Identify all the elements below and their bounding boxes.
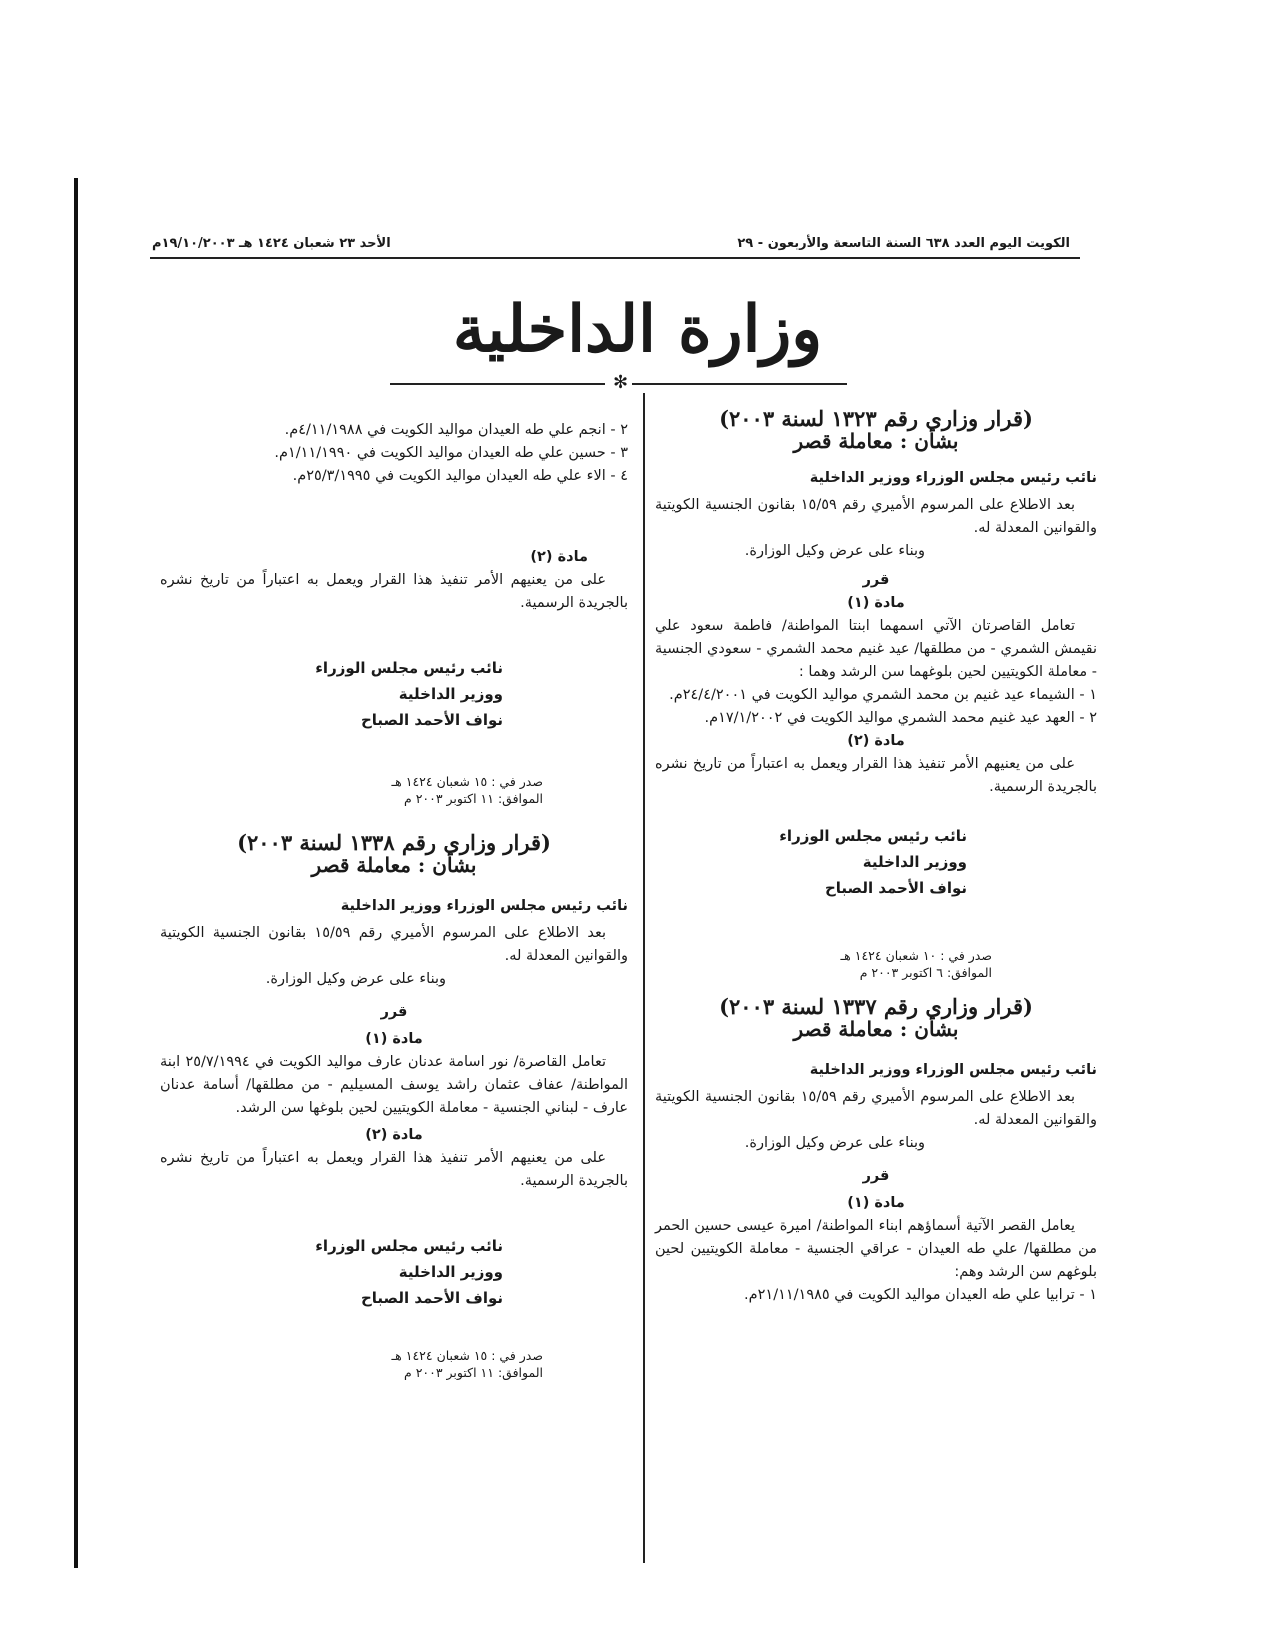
decision-preamble: بعد الاطلاع على المرسوم الأميري رقم ١٥/٥٩ بقانون الجنسية الكويتية والقوانين المعدلة له. xyxy=(655,1089,1097,1128)
signature-block xyxy=(655,823,967,901)
signature-line: ووزير الداخلية xyxy=(862,853,967,871)
article-2-text: على من يعنيهم الأمر تنفيذ هذا القرار ويعمل به اعتباراً من تاريخ نشره بالجريدة الرسمية. xyxy=(655,756,1097,795)
decision-authority: نائب رئيس مجلس الوزراء ووزير الداخلية xyxy=(340,898,628,914)
ministry-masthead: وزارة الداخلية xyxy=(452,292,823,367)
signature-line: نائب رئيس مجلس الوزراء xyxy=(315,659,503,677)
list-item: ٢ - انجم علي طه العيدان مواليد الكويت في ٤/١١/١٩٨٨م. xyxy=(284,422,628,438)
issued-gregorian: الموافق: ١١ اكتوبر ٢٠٠٣ م xyxy=(403,791,543,806)
article-1-label: مادة (١) xyxy=(365,1031,423,1047)
article-1-text: تعامل القاصرة/ نور اسامة عدنان عارف مواليد الكويت في ٢٥/٧/١٩٩٤ ابنة المواطنة/ عفاف عثمان راشد يوسف المسيليم - من مطلقها/ أسامة عدنان عارف - لبناني الجنسية - معاملة الكويتيين لحين بلوغها سن الرشد. xyxy=(160,1054,628,1116)
decision-1337 xyxy=(655,995,1097,1307)
decision-title: (قرار وزاري رقم ١٣٣٧ لسنة ٢٠٠٣) xyxy=(719,994,1033,1019)
decision-subject: بشأن : معاملة قصر xyxy=(311,853,477,877)
decision-1337-continued xyxy=(160,419,628,807)
decision-decided: قرر xyxy=(862,1168,890,1184)
decision-preamble: بعد الاطلاع على المرسوم الأميري رقم ١٥/٥٩ بقانون الجنسية الكويتية والقوانين المعدلة له. xyxy=(655,497,1097,536)
signature-line: ووزير الداخلية xyxy=(398,1263,503,1281)
decision-title: (قرار وزاري رقم ١٣٢٣ لسنة ٢٠٠٣) xyxy=(719,406,1033,431)
issued-gregorian: الموافق: ٦ اكتوبر ٢٠٠٣ م xyxy=(859,965,992,980)
signature-line: ووزير الداخلية xyxy=(398,685,503,703)
decision-authority: نائب رئيس مجلس الوزراء ووزير الداخلية xyxy=(809,470,1097,486)
article-2-label: مادة (٢) xyxy=(847,733,905,749)
decision-preamble: بعد الاطلاع على المرسوم الأميري رقم ١٥/٥٩ بقانون الجنسية الكويتية والقوانين المعدلة له. xyxy=(160,925,628,964)
signature-block xyxy=(160,1233,503,1311)
decision-title: (قرار وزاري رقم ١٣٣٨ لسنة ٢٠٠٣) xyxy=(237,830,551,855)
signature-line: نواف الأحمد الصباح xyxy=(824,879,967,897)
signature-line: نواف الأحمد الصباح xyxy=(360,711,503,729)
masthead-rule-right xyxy=(632,383,847,385)
article-2-text: على من يعنيهم الأمر تنفيذ هذا القرار ويعمل به اعتباراً من تاريخ نشره بالجريدة الرسمية. xyxy=(160,1150,628,1189)
masthead-rule-left xyxy=(390,383,605,385)
decision-1323 xyxy=(655,407,1097,981)
column-divider xyxy=(643,393,645,1563)
decision-authority: نائب رئيس مجلس الوزراء ووزير الداخلية xyxy=(809,1062,1097,1078)
list-item: ٢ - العهد عيد غنيم محمد الشمري مواليد الكويت في ١٧/١/٢٠٠٢م. xyxy=(704,710,1097,726)
header-divider xyxy=(150,257,1080,259)
signature-line: نواف الأحمد الصباح xyxy=(360,1289,503,1307)
list-item: ١ - الشيماء عيد غنيم بن محمد الشمري مواليد الكويت في ٢٤/٤/٢٠٠١م. xyxy=(669,687,1097,703)
gazette-header-date: الأحد ٢٣ شعبان ١٤٢٤ هـ ١٩/١٠/٢٠٠٣م xyxy=(152,236,391,251)
decision-subject: بشأن : معاملة قصر xyxy=(793,429,959,453)
issued-hijri: صدر في : ١٠ شعبان ١٤٢٤ هـ xyxy=(840,948,992,963)
article-2-label: مادة (٢) xyxy=(530,549,588,565)
signature-line: نائب رئيس مجلس الوزراء xyxy=(779,827,967,845)
list-item: ٤ - الاء علي طه العيدان مواليد الكويت في ٢٥/٣/١٩٩٥م. xyxy=(292,468,628,484)
article-1-label: مادة (١) xyxy=(847,1195,905,1211)
decision-based-on: وبناء على عرض وكيل الوزارة. xyxy=(744,1135,925,1151)
article-2-label: مادة (٢) xyxy=(365,1127,423,1143)
issue-date xyxy=(160,773,543,807)
gazette-header-issue: الكويت اليوم العدد ٦٣٨ السنة التاسعة والأربعون - ٢٩ xyxy=(737,236,1070,251)
article-2-text: على من يعنيهم الأمر تنفيذ هذا القرار ويعمل به اعتباراً من تاريخ نشره بالجريدة الرسمية. xyxy=(160,572,628,611)
decision-decided: قرر xyxy=(380,1004,408,1020)
issued-hijri: صدر في : ١٥ شعبان ١٤٢٤ هـ xyxy=(391,774,543,789)
issued-gregorian: الموافق: ١١ اكتوبر ٢٠٠٣ م xyxy=(403,1365,543,1380)
scan-page-edge xyxy=(74,178,78,1568)
article-1-label: مادة (١) xyxy=(847,595,905,611)
list-item: ٣ - حسين علي طه العيدان مواليد الكويت في ١/١١/١٩٩٠م. xyxy=(274,445,628,461)
decision-based-on: وبناء على عرض وكيل الوزارة. xyxy=(744,543,925,559)
signature-block xyxy=(160,655,503,733)
ornament-star-icon: ✻ xyxy=(613,372,629,393)
article-1-text: يعامل القصر الآتية أسماؤهم ابناء المواطنة/ اميرة عيسى حسين الحمر من مطلقها/ علي طه العيدان - عراقي الجنسية - معاملة الكويتيين لحين بلوغهم سن الرشد وهم: xyxy=(655,1218,1097,1280)
left-column xyxy=(160,419,628,1381)
decision-based-on: وبناء على عرض وكيل الوزارة. xyxy=(265,971,446,987)
decision-subject: بشأن : معاملة قصر xyxy=(793,1017,959,1041)
right-column xyxy=(655,407,1097,1307)
issue-date xyxy=(160,1347,543,1381)
signature-line: نائب رئيس مجلس الوزراء xyxy=(315,1237,503,1255)
list-item: ١ - ترابيا علي طه العيدان مواليد الكويت في ٢١/١١/١٩٨٥م. xyxy=(744,1287,1097,1303)
decision-1338 xyxy=(160,831,628,1381)
article-1-text: تعامل القاصرتان الآتي اسمهما ابنتا المواطنة/ فاطمة سعود علي نقيمش الشمري - من مطلقها/ عيد غنيم محمد الشمري - سعودي الجنسية - معاملة الكويتيين لحين بلوغهما سن الرشد وهما : xyxy=(655,618,1097,680)
decision-decided: قرر xyxy=(862,572,890,588)
issued-hijri: صدر في : ١٥ شعبان ١٤٢٤ هـ xyxy=(391,1348,543,1363)
issue-date xyxy=(655,947,992,981)
